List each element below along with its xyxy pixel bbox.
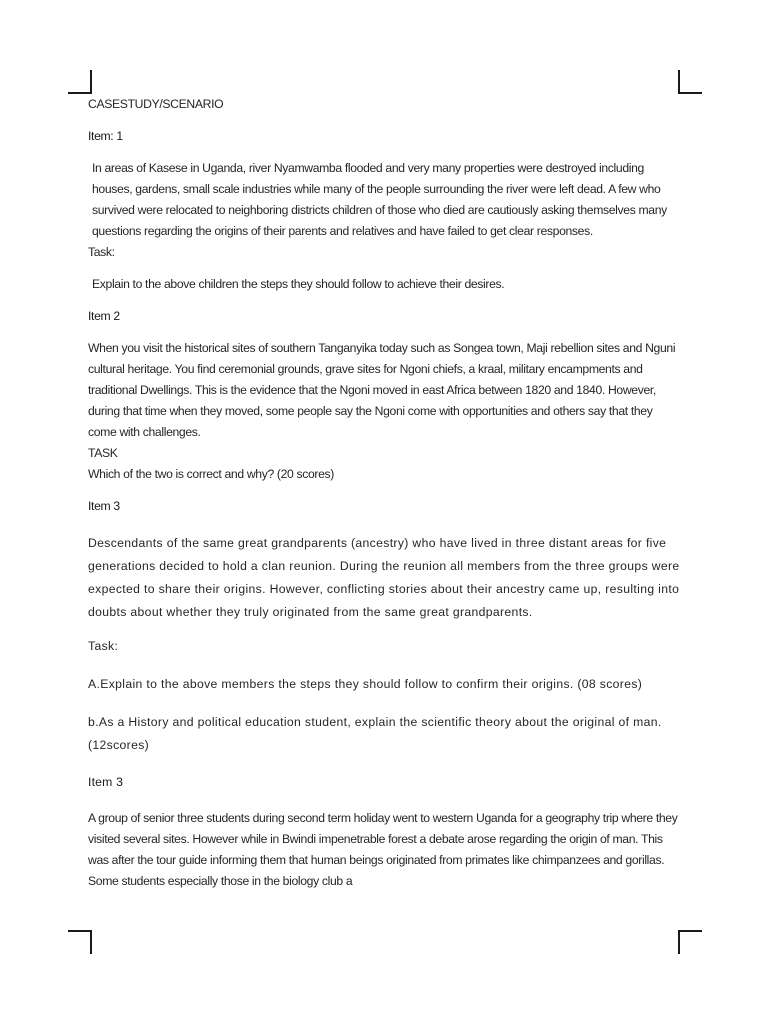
item-3-task-b: b.As a History and political education student, explain the scientific theory about the original of man. (12scores) [88,715,662,752]
crop-mark-top-left [68,70,92,94]
item-1-heading: Item: 1 [88,129,123,143]
item-2-task-label: TASK [88,446,118,460]
item-3-scenario: Descendants of the same great grandparents (ancestry) who have lived in three distant areas for five generations decided to hold a clan reunion. During the reunion all members from the three groups were expected to share their origins. However, conflicting stories about their ancestry came up, resulting into doubts about whether they truly originated from the same great grandparents. [88,536,680,619]
item-3-heading: Item 3 [88,499,120,513]
item-2-task: Which of the two is correct and why? (20 scores) [88,467,335,481]
item-3-task-a: A.Explain to the above members the steps they should follow to confirm their origins. (08 scores) [88,677,643,691]
crop-mark-bottom-left [68,930,92,954]
document-title: CASESTUDY/SCENARIO [88,97,224,111]
item-2-scenario: When you visit the historical sites of southern Tanganyika today such as Songea town, Maji rebellion sites and Nguni cultural heritage. You find ceremonial grounds, grave sites for Ngoni chiefs, a kraal, military encampments and traditional Dwellings. This is the evidence that the Ngoni moved in east Africa between 1820 and 1840. However, during that time when they moved, some people say the Ngoni come with opportunities and others say that they come with challenges. [88,341,676,439]
item-2-heading: Item 2 [88,309,120,323]
crop-mark-bottom-right [678,930,702,954]
item-3b-heading: Item 3 [88,775,124,789]
item-3-task-label: Task: [88,639,119,653]
document-body [88,92,680,928]
item-1-scenario: In areas of Kasese in Uganda, river Nyamwamba flooded and very many properties were destroyed including houses, gardens, small scale industries while many of the people surrounding the river were left dead. A few who survived were relocated to neighboring districts children of those who died are cautiously asking themselves many questions regarding the origins of their parents and relatives and have failed to get clear responses. [92,161,667,238]
item-1-task-label: Task: [88,245,115,259]
item-1-task: Explain to the above children the steps they should follow to achieve their desires. [92,277,505,291]
item-3b-scenario: A group of senior three students during second term holiday went to western Uganda for a geography trip where they visited several sites. However while in Bwindi impenetrable forest a debate arose regarding the origin of man. This was after the tour guide informing them that human beings originated from primates like chimpanzees and gorillas. Some students especially those in the biology club a [88,811,678,888]
crop-mark-top-right [678,70,702,94]
